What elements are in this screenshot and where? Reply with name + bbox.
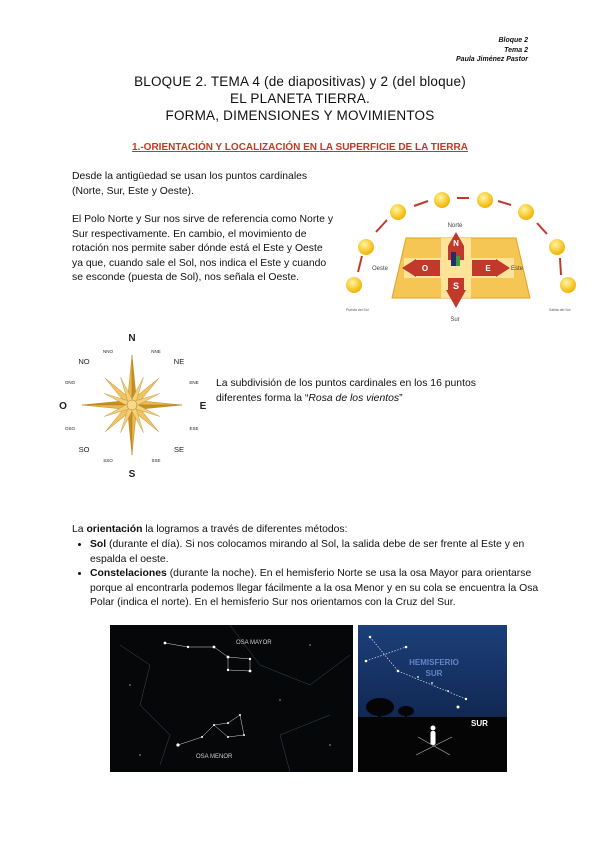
rose-ene: ENE [189, 380, 199, 385]
title-line-1: BLOQUE 2. TEMA 4 (de diapositivas) y 2 (del bloque) [134, 74, 466, 89]
rose-o: O [59, 401, 67, 412]
diagram-puesta: Puesta del Sol [346, 308, 369, 312]
orientation-paragraph [72, 523, 532, 538]
rose-s: S [128, 469, 136, 480]
bullet-sol-bold: Sol [90, 539, 107, 550]
diagram-norte: Norte [447, 223, 463, 229]
hemisferio-label: HEMISFERIO [409, 658, 459, 667]
person-icon [431, 726, 436, 746]
diagram-salida: Salida del Sol [549, 308, 571, 312]
header-topic: Tema 2 [504, 46, 528, 54]
rose-no: NO [78, 357, 90, 366]
orientation-before: La [72, 524, 87, 535]
diagram-n: N [453, 239, 459, 248]
rose-star [78, 351, 185, 458]
header-author: Paula Jiménez Pastor [456, 56, 528, 63]
osa-mayor-label: OSA MAYOR [236, 640, 272, 646]
list-item [90, 538, 540, 567]
rose-paragraph [216, 377, 486, 406]
title-line-2: EL PLANETA TIERRA. [230, 91, 370, 106]
sur-sign: SUR [471, 719, 488, 728]
rose-ese: ESE [189, 426, 199, 431]
diagram-e: E [485, 264, 491, 273]
header-block: Bloque 2 [498, 37, 528, 44]
rose-nno: NNO [103, 349, 113, 354]
diagram-oeste: Oeste [371, 266, 388, 272]
hemisferio-sur-label: SUR [425, 669, 443, 678]
page-title [0, 73, 600, 124]
rose-sse: SSE [151, 458, 161, 463]
orientation-after: la logramos a través de diferentes métodos: [142, 524, 348, 535]
section-heading: 1.-ORIENTACIÓN Y LOCALIZACIÓN EN LA SUPERFICIE DE LA TIERRA [132, 142, 468, 153]
southern-sky-image [358, 625, 507, 772]
rose-se: SE [173, 445, 185, 454]
bullet-constelaciones-text: (durante la noche). En el hemisferio Norte se usa la osa Mayor para orientarse porque al encontrarla podemos llegar fácilmente a la osa Menor y en su cola se encuentra la Osa Polar (indica el norte). En el hemisferio Sur nos orientamos con la Cruz del Sur. [90, 568, 539, 609]
orientation-bold: orientación [86, 524, 143, 535]
rose-ono: ONO [64, 380, 76, 385]
osa-menor-label: OSA MENOR [196, 754, 233, 760]
sun-path-diagram [344, 190, 578, 325]
rose-e: E [199, 401, 207, 412]
rose-text-after: ” [399, 392, 403, 404]
rose-sso: SSO [103, 458, 113, 463]
diagram-sur: Sur [450, 317, 460, 323]
rose-nne: NNE [151, 349, 161, 354]
rose-so: SO [78, 445, 90, 454]
diagram-este: Este [511, 266, 524, 272]
diagram-s: S [452, 281, 460, 291]
title-line-3: FORMA, DIMENSIONES Y MOVIMIENTOS [165, 108, 435, 123]
rose-oso: OSO [64, 426, 76, 431]
rose-text-before: La subdivisión de los puntos cardinales en los 16 puntos diferentes forma la “ [216, 378, 476, 404]
south-arrow [446, 290, 466, 308]
list-item [90, 567, 540, 611]
person-figure [451, 252, 456, 266]
poles-paragraph: El Polo Norte y Sur nos sirve de referencia como Norte y Sur respectivamente. En cambio, el movimiento de rotación nos permite saber dónde está el Este y Oeste ya que, cuando sale el Sol, nos indica el Este y cuando se esconde (puesta de Sol), nos señala el Oeste. [72, 214, 334, 284]
rose-text-italic: Rosa de los vientos [308, 392, 400, 404]
bullet-constelaciones-bold: Constelaciones [90, 568, 167, 580]
page-header [456, 36, 528, 65]
intro-paragraph: Desde la antigüedad se usan los puntos cardinales (Norte, Sur, Este y Oeste). [72, 171, 308, 197]
night-sky-image [110, 625, 353, 772]
bullet-sol-text: (durante el día). Si nos colocamos mirando al Sol, la salida debe de ser frente al Este y en espalda el oeste. [90, 539, 525, 565]
methods-list [78, 538, 540, 611]
diagram-o: O [421, 264, 429, 273]
rose-n: N [128, 333, 136, 344]
compass-rose [54, 330, 214, 480]
rose-ne: NE [173, 357, 185, 366]
